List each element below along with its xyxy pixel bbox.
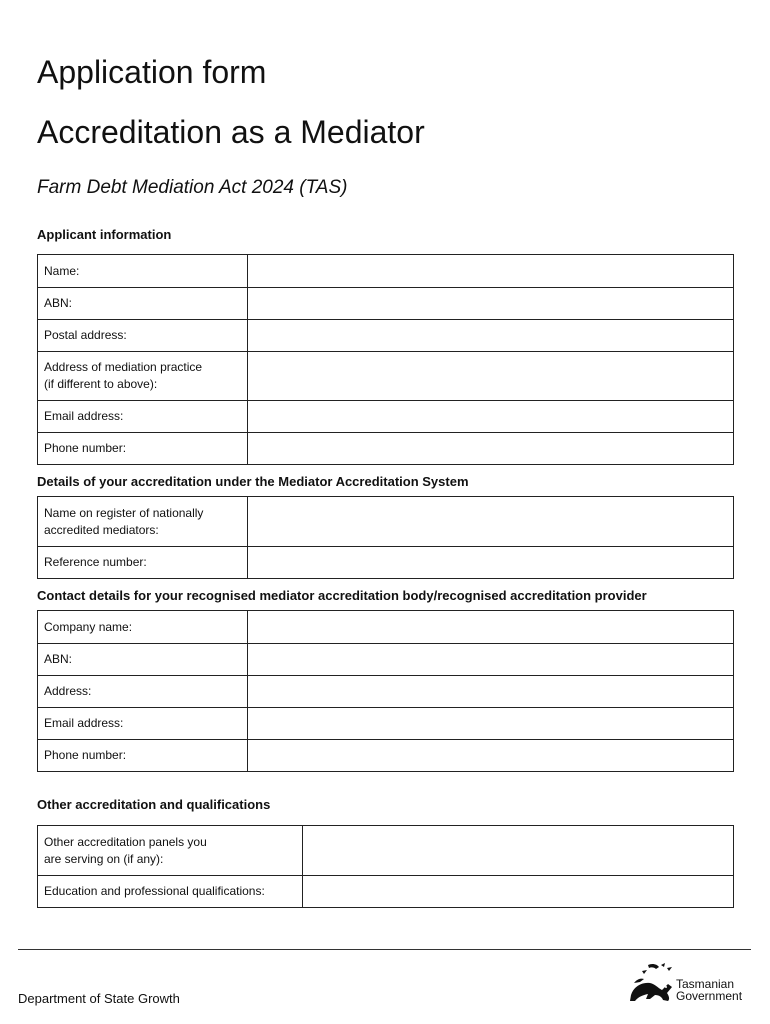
register-name-label: Name on register of nationally accredited mediators: — [38, 497, 248, 547]
company-email-label: Email address: — [38, 708, 248, 740]
contact-section-heading: Contact details for your recognised mediator accreditation body/recognised accreditation provider — [37, 588, 647, 603]
table-row — [38, 352, 734, 401]
logo-text-line1: Tasmanian — [676, 977, 735, 991]
table-row — [38, 547, 734, 579]
logo-text-line2: Government — [676, 989, 743, 1003]
other-table — [37, 825, 734, 908]
footer-divider — [18, 949, 751, 950]
table-row — [38, 433, 734, 465]
table-row — [38, 255, 734, 288]
abn-field[interactable] — [248, 288, 734, 320]
qualifications-field[interactable] — [303, 876, 734, 908]
company-address-field[interactable] — [248, 676, 734, 708]
table-row — [38, 708, 734, 740]
company-phone-field[interactable] — [248, 740, 734, 772]
company-name-label: Company name: — [38, 611, 248, 644]
company-phone-label: Phone number: — [38, 740, 248, 772]
reference-number-label: Reference number: — [38, 547, 248, 579]
table-row — [38, 497, 734, 547]
table-row — [38, 676, 734, 708]
act-subtitle: Farm Debt Mediation Act 2024 (TAS) — [37, 177, 348, 198]
practice-address-label: Address of mediation practice (if different to above): — [38, 352, 248, 401]
department-name: Department of State Growth — [18, 991, 180, 1006]
company-abn-field[interactable] — [248, 644, 734, 676]
other-section-heading: Other accreditation and qualifications — [37, 797, 271, 812]
table-row — [38, 644, 734, 676]
tasmanian-government-logo — [628, 962, 756, 1004]
postal-address-label: Postal address: — [38, 320, 248, 352]
email-field[interactable] — [248, 401, 734, 433]
table-row — [38, 288, 734, 320]
company-address-label: Address: — [38, 676, 248, 708]
qualifications-label: Education and professional qualifications: — [38, 876, 303, 908]
table-row — [38, 320, 734, 352]
company-abn-label: ABN: — [38, 644, 248, 676]
applicant-table — [37, 254, 734, 465]
phone-field[interactable] — [248, 433, 734, 465]
phone-label: Phone number: — [38, 433, 248, 465]
company-name-field[interactable] — [248, 611, 734, 644]
name-label: Name: — [38, 255, 248, 288]
practice-address-field[interactable] — [248, 352, 734, 401]
accreditation-table — [37, 496, 734, 579]
form-title: Application form — [37, 54, 267, 90]
other-panels-field[interactable] — [303, 826, 734, 876]
applicant-section-heading: Applicant information — [37, 227, 172, 242]
abn-label: ABN: — [38, 288, 248, 320]
table-row — [38, 611, 734, 644]
table-row — [38, 401, 734, 433]
postal-address-field[interactable] — [248, 320, 734, 352]
register-name-field[interactable] — [248, 497, 734, 547]
table-row — [38, 740, 734, 772]
reference-number-field[interactable] — [248, 547, 734, 579]
form-subject-title: Accreditation as a Mediator — [37, 114, 425, 150]
name-field[interactable] — [248, 255, 734, 288]
accreditation-section-heading: Details of your accreditation under the Mediator Accreditation System — [37, 474, 469, 489]
email-label: Email address: — [38, 401, 248, 433]
contact-table — [37, 610, 734, 772]
tasmanian-devil-logo-icon — [628, 962, 676, 1004]
other-panels-label: Other accreditation panels you are serving on (if any): — [38, 826, 303, 876]
table-row — [38, 826, 734, 876]
company-email-field[interactable] — [248, 708, 734, 740]
table-row — [38, 876, 734, 908]
